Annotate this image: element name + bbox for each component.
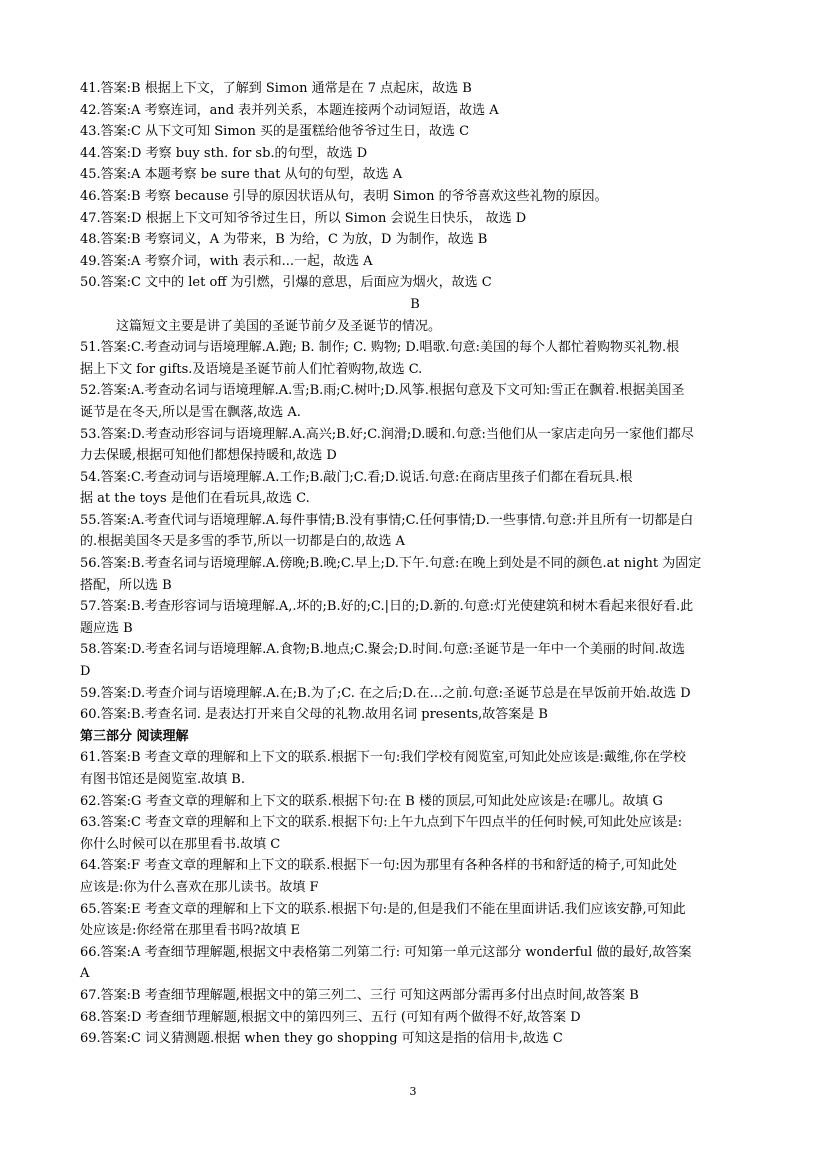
text-line: 56.答案:B.考查名词与语境理解.A.傍晚;B.晚;C.早上;D.下午.句意:在晚上到处是不同的颜色.at night 为固定 bbox=[80, 556, 702, 572]
text-line: 47.答案:D 根据上下文可知爷爷过生日，所以 Simon 会说生日快乐， 故选 D bbox=[80, 210, 527, 226]
section-b-label: B bbox=[410, 296, 420, 312]
text-line: 据 at the toys 是他们在看玩具,故选 C. bbox=[80, 491, 310, 507]
text-line: 46.答案:B 考察 because 引导的原因状语从句，表明 Simon 的爷爷喜欢这些礼物的原因。 bbox=[80, 188, 608, 204]
text-line: 67.答案:B 考查细节理解题,根据文中的第三列二、三行 可知这两部分需再多付出点时间,故答案 B bbox=[80, 987, 639, 1003]
text-line: 53.答案:D.考查动形容词与语境理解.A.高兴;B.好;C.润滑;D.暖和.句意:当他们从一家店走向另一家他们都尽 bbox=[80, 426, 694, 442]
text-line: 诞节是在冬天,所以是雪在飘落,故选 A. bbox=[80, 404, 301, 420]
text-line: 61.答案:B 考查文章的理解和上下文的联系.根据下一句:我们学校有阅览室,可知此处应该是:戴维,你在学校 bbox=[80, 750, 686, 766]
text-line: 63.答案:C 考查文章的理解和上下文的联系.根据下句:上午九点到下午四点半的任何时候,可知此处应该是: bbox=[80, 815, 683, 831]
text-line: 有图书馆还是阅览室.故填 B. bbox=[80, 772, 245, 787]
text-line: 57.答案:B.考查形容词与语境理解.A,.坏的;B.好的;C.|日的;D.新的.句意:灯光使建筑和树木看起来很好看.此 bbox=[80, 599, 694, 615]
text-line: 题应选 B bbox=[80, 620, 133, 636]
text-line: 54.答案:C.考查动词与语境理解.A.工作;B.敲门;C.看;D.说话.句意:在商店里孩子们都在看玩具.根 bbox=[80, 469, 633, 485]
text-line: 50.答案:C 文中的 let off 为引燃，引爆的意思，后面应为烟火，故选 C bbox=[80, 275, 492, 291]
text-line: 据上下文 for gifts.及语境是圣诞节前人们忙着购物,故选 C. bbox=[80, 361, 423, 377]
text-line: 41.答案:B 根据上下文，了解到 Simon 通常是在 7 点起床，故选 B bbox=[80, 81, 472, 96]
text-line: 52.答案:A.考查动名词与语境理解.A.雪;B.雨;C.树叶;D.风筝.根据句意及下文可知:雪正在飘着.根据美国圣 bbox=[80, 383, 685, 399]
text-line: 力去保暖,根据可知他们都想保持暖和,故选 D bbox=[80, 448, 337, 464]
text-line: 62.答案:G 考查文章的理解和上下文的联系.根据下句:在 B 楼的顶层,可知此处应该是:在哪儿。故填 G bbox=[80, 793, 663, 809]
text-line: 的.根据美国冬天是多雪的季节,所以一切都是白的,故选 A bbox=[80, 534, 405, 550]
text-line: 49.答案:A 考察介词，with 表示和...一起，故选 A bbox=[80, 253, 373, 269]
text-line: 64.答案:F 考查文章的理解和上下文的联系.根据下一句:因为那里有各种各样的书和舒适的椅子,可知此处 bbox=[80, 858, 677, 874]
section-b-intro: 这篇短文主要是讲了美国的圣诞节前夕及圣诞节的情况。 bbox=[116, 318, 442, 334]
text-line: 44.答案:D 考察 buy sth. for sb.的句型，故选 D bbox=[80, 145, 368, 161]
text-line: 55.答案:A.考查代词与语境理解.A.每件事情;B.没有事情;C.任何事情;D.一些事情.句意:并且所有一切都是白 bbox=[80, 512, 694, 528]
text-line: 你什么时候可以在那里看书.故填 C bbox=[80, 836, 281, 852]
text-line: 69.答案:C 词义猜测题.根据 when they go shopping 可知这是指的信用卡,故选 C bbox=[80, 1031, 563, 1047]
section-3-title: 第三部分 阅读理解 bbox=[80, 728, 189, 744]
text-line: 65.答案:E 考查文章的理解和上下文的联系.根据下句:是的,但是我们不能在里面讲话.我们应该安静,可知此 bbox=[80, 901, 686, 917]
text-line: 42.答案:A 考察连词，and 表并列关系，本题连接两个动词短语，故选 A bbox=[80, 102, 499, 118]
page-number: 3 bbox=[409, 1085, 417, 1098]
text-line: D bbox=[80, 664, 91, 680]
text-line: 66.答案:A 考查细节理解题,根据文中表格第二列第二行: 可知第一单元这部分 wonderful 做的最好,故答案 bbox=[80, 944, 692, 960]
answers-61-69 bbox=[80, 747, 750, 1049]
text-line: A bbox=[80, 966, 90, 982]
text-line: 应该是:你为什么喜欢在那儿读书。故填 F bbox=[80, 879, 319, 895]
text-line: 处应该是:你经常在那里看书吗?故填 E bbox=[80, 923, 300, 939]
text-line: 51.答案:C.考查动词与语境理解.A.跑; B. 制作; C. 购物; D.唱歌.句意:美国的每个人都忙着购物买礼物.根 bbox=[80, 340, 680, 356]
answers-41-50 bbox=[80, 78, 750, 294]
text-line: 48.答案:B 考察词义，A 为带来，B 为给，C 为放，D 为制作，故选 B bbox=[80, 232, 488, 248]
text-line: 搭配，所以选 B bbox=[80, 577, 172, 593]
text-line: 58.答案:D.考查名词与语境理解.A.食物;B.地点;C.聚会;D.时间.句意:圣诞节是一年中一个美丽的时间.故选 bbox=[80, 642, 685, 658]
text-line: 43.答案:C 从下文可知 Simon 买的是蛋糕给他爷爷过生日，故选 C bbox=[80, 124, 470, 140]
answers-51-60 bbox=[80, 337, 750, 726]
text-line: 45.答案:A 本题考察 be sure that 从句的句型，故选 A bbox=[80, 167, 403, 183]
text-line: 59.答案:D.考查介词与语境理解.A.在;B.为了;C. 在之后;D.在…之前.句意:圣诞节总是在早饭前开始.故选 D bbox=[80, 685, 691, 701]
text-line: 60.答案:B.考查名词. 是表达打开来自父母的礼物.故用名词 presents,故答案是 B bbox=[80, 707, 548, 723]
document-body bbox=[80, 78, 750, 1050]
text-line: 68.答案:D 考查细节理解题,根据文中的第四列三、五行 (可知有两个做得不好,故答案 D bbox=[80, 1009, 581, 1025]
